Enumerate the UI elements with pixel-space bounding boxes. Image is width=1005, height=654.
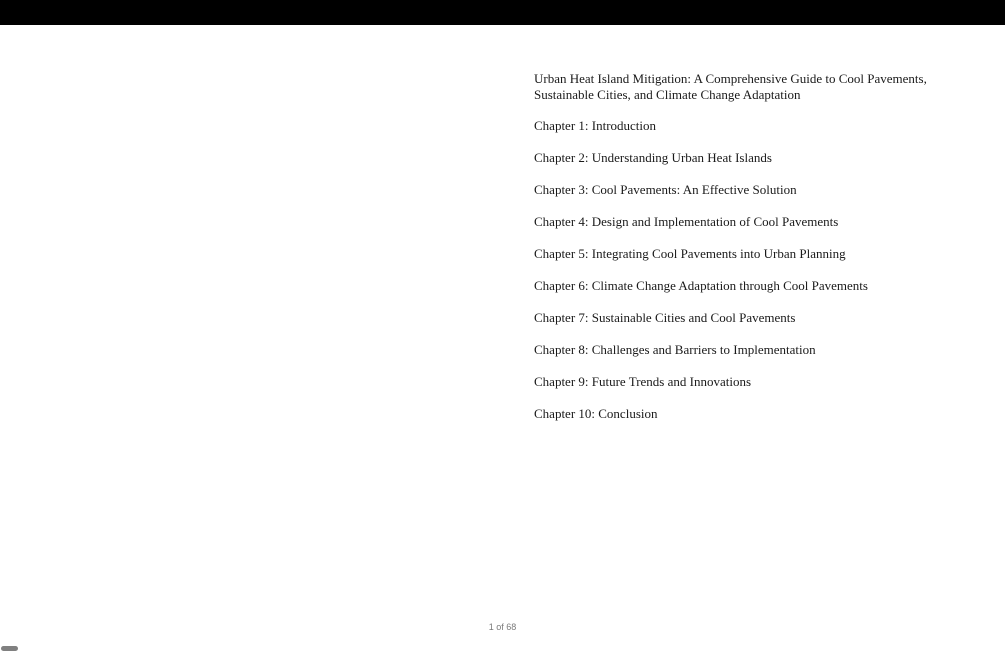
top-bar xyxy=(0,0,1005,25)
table-of-contents-page xyxy=(534,71,944,422)
toc-chapter-2[interactable]: Chapter 2: Understanding Urban Heat Islands xyxy=(534,150,772,165)
left-page-blank xyxy=(0,25,502,615)
table-of-contents xyxy=(534,118,944,422)
book-title: Urban Heat Island Mitigation: A Comprehensive Guide to Cool Pavements, Sustainable Cities, and Climate Change Adaptation xyxy=(534,71,927,102)
scroll-handle[interactable] xyxy=(1,646,18,651)
toc-chapter-9[interactable]: Chapter 9: Future Trends and Innovations xyxy=(534,374,752,389)
toc-chapter-10[interactable]: Chapter 10: Conclusion xyxy=(534,406,658,421)
toc-chapter-5[interactable]: Chapter 5: Integrating Cool Pavements into Urban Planning xyxy=(534,246,846,261)
toc-chapter-6[interactable]: Chapter 6: Climate Change Adaptation through Cool Pavements xyxy=(534,278,868,293)
toc-chapter-1[interactable]: Chapter 1: Introduction xyxy=(534,118,657,133)
toc-chapter-8[interactable]: Chapter 8: Challenges and Barriers to Implementation xyxy=(534,342,816,357)
toc-chapter-4[interactable]: Chapter 4: Design and Implementation of Cool Pavements xyxy=(534,214,839,229)
toc-chapter-3[interactable]: Chapter 3: Cool Pavements: An Effective Solution xyxy=(534,182,797,197)
page-indicator: 1 of 68 xyxy=(488,622,517,632)
toc-chapter-7[interactable]: Chapter 7: Sustainable Cities and Cool Pavements xyxy=(534,310,796,325)
